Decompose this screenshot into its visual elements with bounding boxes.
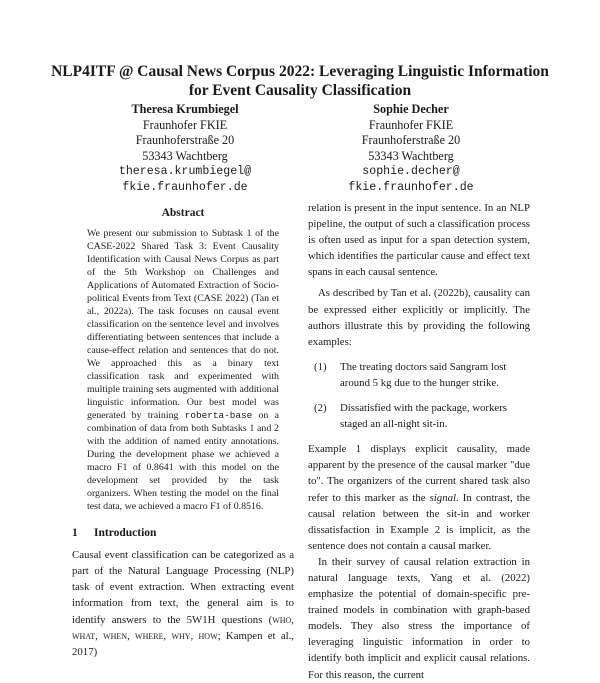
example-2 <box>314 400 530 432</box>
author-name: Theresa Krumbiegel <box>131 102 239 116</box>
intro-questions: who, what, when, where, why, how <box>72 613 294 642</box>
author-street: Fraunhoferstraße 20 <box>135 133 235 147</box>
paragraph-continued: relation is present in the input sentence. In an NLP pipeline, the output of such a classification process is often used as input for a span detection system, which identifies the particular cause and effect text spans in each causal sentence. <box>308 202 530 279</box>
title-line-2: for Event Causality Classification <box>188 82 412 99</box>
paragraph-survey: In their survey of causal relation extraction in natural language texts, Yang et al. (2022) emphasize the potential of domain-specific pre-trained models in combination with graph-based models. They also stress the importance of leveraging linguistic information in order to identify both implicit and explicit causal relations. For this reason, the current <box>308 555 530 681</box>
signal-term: signal <box>429 491 456 504</box>
author-name: Sophie Decher <box>373 102 449 116</box>
author-block-1 <box>85 102 285 195</box>
author-email-line-2: fkie.fraunhofer.de <box>122 180 248 194</box>
author-city: 53343 Wachtberg <box>368 148 454 163</box>
paragraph-causality: As described by Tan et al. (2022b), causality can be expressed either explicitly or implicitly. The authors illustrate this by providing the following examples: <box>308 287 530 348</box>
left-column <box>72 200 294 660</box>
author-email-line-1: theresa.krumbiegel@ <box>118 165 252 178</box>
section-number: 1 <box>72 527 78 540</box>
example-label: (1) <box>314 360 327 373</box>
example-label: (2) <box>314 402 327 415</box>
author-city: 53343 Wachtberg <box>142 148 228 163</box>
author-affiliation: Fraunhofer FKIE <box>368 117 454 132</box>
paragraph-explicit-part-2: . In contrast, the causal relation between the sit-in and worker dissatisfaction in Example 2 is implicit, as the sentence does not contain a causal marker. <box>308 491 530 552</box>
example-text: Dissatisfied with the package, workers staged an all-night sit-in. <box>340 402 508 431</box>
section-heading <box>72 525 294 541</box>
abstract-text <box>87 227 279 513</box>
title-line-1: NLP4ITF @ Causal News Corpus 2022: Leveraging Linguistic Information <box>51 63 549 80</box>
author-affiliation: Fraunhofer FKIE <box>142 117 228 132</box>
author-block-2 <box>311 102 511 195</box>
right-column <box>308 200 530 683</box>
paragraph-explicit <box>308 441 530 554</box>
paragraph-explicit-part-1: Example 1 displays explicit causality, made apparent by the presence of the causal marker "due to". The organizers of the current shared task also refer to this marker as the <box>308 443 530 504</box>
paper-title <box>40 62 560 100</box>
example-text: The treating doctors said Sangram lost around 5 kg due to the hunger strike. <box>340 360 507 389</box>
abstract-model-name: roberta-base <box>184 410 253 422</box>
intro-paragraph <box>72 547 294 660</box>
abstract-heading: Abstract <box>161 207 205 219</box>
abstract-part-1: We present our submission to Subtask 1 of the CASE-2022 Shared Task 3: Event Causality Identification with Causal News Corpus as part of the 5th Workshop on Challenges and Applications of Automated Extraction of Socio-political Events from Text (CASE 2022) (Tan et al., 2022a). The task focuses on causal event classification on the sentence level and involves differentiating between sentences that include a cause-effect relation and sentences that do not. We approached this as a binary text classification task and experimented with multiple training sets augmented with additional linguistic information. Our best model was generated by training <box>87 228 279 422</box>
example-1 <box>314 359 530 391</box>
author-email-line-2: fkie.fraunhofer.de <box>348 180 474 194</box>
author-email-line-1: sophie.decher@ <box>362 165 460 178</box>
intro-part-1: Causal event classification can be categorized as a part of the Natural Language Processing (NLP) task of event extraction. When extracting event information from text, the general aim is to identify answers to the 5W1H questions ( <box>72 549 294 626</box>
abstract-part-2: on a combination of data from both Subtasks 1 and 2 with the addition of named entity annotations. During the development phase we achieved a macro F1 of 0.8641 with this model on the development set provided by the task organizers. When testing the model on the final test data, we achieved a macro F1 of 0.8516. <box>87 410 279 513</box>
intro-part-2: ; Kampen et al., 2017) <box>72 629 295 658</box>
author-street: Fraunhoferstraße 20 <box>361 133 461 147</box>
section-title: Introduction <box>94 527 157 540</box>
